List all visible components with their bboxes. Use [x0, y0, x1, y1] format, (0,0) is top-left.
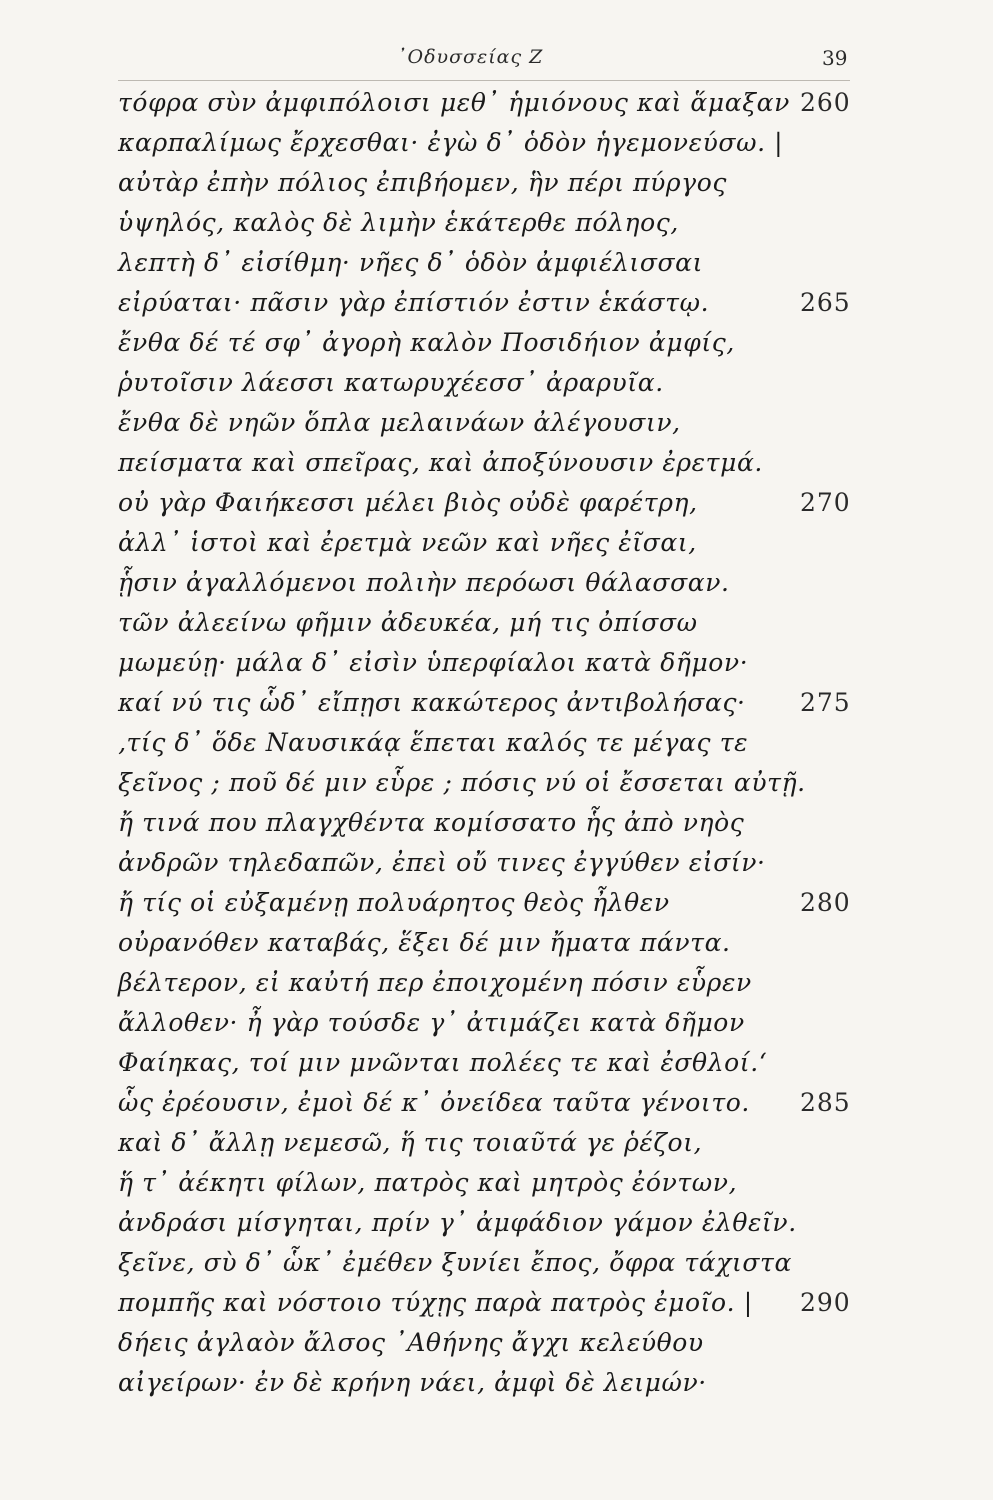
line-number: 265	[800, 288, 851, 317]
page-number: 39	[822, 46, 848, 70]
verse-line: καρπαλίμως ἔρχεσθαι· ἐγὼ δ᾿ ὁδὸν ἡγεμονεύσω. |	[118, 128, 784, 157]
verse-line: ξεῖνος ; ποῦ δέ μιν εὗρε ; πόσις νύ οἱ ἔσσεται αὐτῇ.	[118, 768, 806, 797]
verse-line: βέλτερον, εἰ καὐτή περ ἐποιχομένη πόσιν εὗρεν	[118, 968, 752, 997]
verse-line: ξεῖνε, σὺ δ᾿ ὧκ᾿ ἐμέθεν ξυνίει ἔπος, ὄφρα τάχιστα	[118, 1248, 792, 1277]
verse-line: οὐρανόθεν καταβάς, ἕξει δέ μιν ἤματα πάντα.	[118, 928, 731, 957]
verse-line: τῶν ἀλεείνω φῆμιν ἀδευκέα, μή τις ὀπίσσω	[118, 608, 698, 637]
verse-line: ὧς ἐρέουσιν, ἐμοὶ δέ κ᾿ ὀνείδεα ταῦτα γένοιτο.	[118, 1088, 750, 1117]
verse-line: ἀνδρῶν τηλεδαπῶν, ἐπεὶ οὔ τινες ἐγγύθεν εἰσίν·	[118, 848, 766, 877]
verse-line: ‚τίς δ᾿ ὅδε Ναυσικάᾳ ἕπεται καλός τε μέγας τε	[118, 728, 749, 757]
verse-line: τόφρα σὺν ἀμφιπόλοισι μεθ᾿ ἡμιόνους καὶ ἅμαξαν	[118, 88, 790, 117]
verse-line: ὑψηλός, καλὸς δὲ λιμὴν ἑκάτερθε πόληος,	[118, 208, 679, 237]
line-number: 270	[800, 488, 851, 517]
verse-line: ἥ τ᾿ ἀέκητι φίλων, πατρὸς καὶ μητρὸς ἐόντων,	[118, 1168, 738, 1197]
header-divider	[118, 80, 850, 81]
running-head-title: ᾿Οδυσσείας Ζ	[397, 46, 544, 68]
verse-line: μωμεύῃ· μάλα δ᾿ εἰσὶν ὑπερφίαλοι κατὰ δῆμον·	[118, 648, 749, 677]
verse-line: καί νύ τις ὧδ᾿ εἴπῃσι κακώτερος ἀντιβολήσας·	[118, 688, 746, 717]
verse-line: εἰρύαται· πᾶσιν γὰρ ἐπίστιόν ἐστιν ἑκάστῳ.	[118, 288, 710, 317]
verse-line: ἔνθα δὲ νηῶν ὅπλα μελαινάων ἀλέγουσιν,	[118, 408, 681, 437]
verse-line: λεπτὴ δ᾿ εἰσίθμη· νῆες δ᾿ ὁδὸν ἀμφιέλισσαι	[118, 248, 704, 277]
verse-line: ἔνθα δέ τέ σφ᾿ ἀγορὴ καλὸν Ποσιδήιον ἀμφίς,	[118, 328, 735, 357]
verse-line: ἀλλ᾿ ἱστοὶ καὶ ἐρετμὰ νεῶν καὶ νῆες ἐῖσαι,	[118, 528, 697, 557]
verse-line: πείσματα καὶ σπεῖρας, καὶ ἀποξύνουσιν ἐρετμά.	[118, 448, 763, 477]
verse-line: ἤ τίς οἱ εὐξαμένῃ πολυάρητος θεὸς ἦλθεν	[118, 888, 670, 917]
verse-line: καὶ δ᾿ ἄλλῃ νεμεσῶ, ἥ τις τοιαῦτά γε ῥέζοι,	[118, 1128, 703, 1157]
line-number: 285	[800, 1088, 851, 1117]
verse-line: ῥυτοῖσιν λάεσσι κατωρυχέεσσ᾿ ἀραρυῖα.	[118, 368, 664, 397]
verse-line: αἰγείρων· ἐν δὲ κρήνη νάει, ἀμφὶ δὲ λειμών·	[118, 1368, 707, 1397]
verse-line: ἄλλοθεν· ἦ γὰρ τούσδε γ᾿ ἀτιμάζει κατὰ δῆμον	[118, 1008, 745, 1037]
line-number: 275	[800, 688, 851, 717]
verse-line: ᾗσιν ἀγαλλόμενοι πολιὴν περόωσι θάλασσαν.	[118, 568, 730, 597]
verse-line: αὐτὰρ ἐπὴν πόλιος ἐπιβήομεν, ἣν πέρι πύργος	[118, 168, 727, 197]
verse-line: δήεις ἀγλαὸν ἄλσος ᾿Αθήνης ἄγχι κελεύθου	[118, 1328, 704, 1357]
line-number: 280	[800, 888, 851, 917]
line-number: 290	[800, 1288, 851, 1317]
verse-line: ἀνδράσι μίσγηται, πρίν γ᾿ ἀμφάδιον γάμον ἐλθεῖν.	[118, 1208, 797, 1237]
line-number: 260	[800, 88, 851, 117]
verse-line: Φαίηκας, τοί μιν μνῶνται πολέες τε καὶ ἐσθλοί.‘	[118, 1048, 768, 1077]
verse-line: οὐ γὰρ Φαιήκεσσι μέλει βιὸς οὐδὲ φαρέτρη,	[118, 488, 698, 517]
verse-line: ἤ τινά που πλαγχθέντα κομίσσατο ἧς ἀπὸ νηὸς	[118, 808, 745, 837]
verse-line: πομπῆς καὶ νόστοιο τύχῃς παρὰ πατρὸς ἐμοῖο. |	[118, 1288, 753, 1317]
